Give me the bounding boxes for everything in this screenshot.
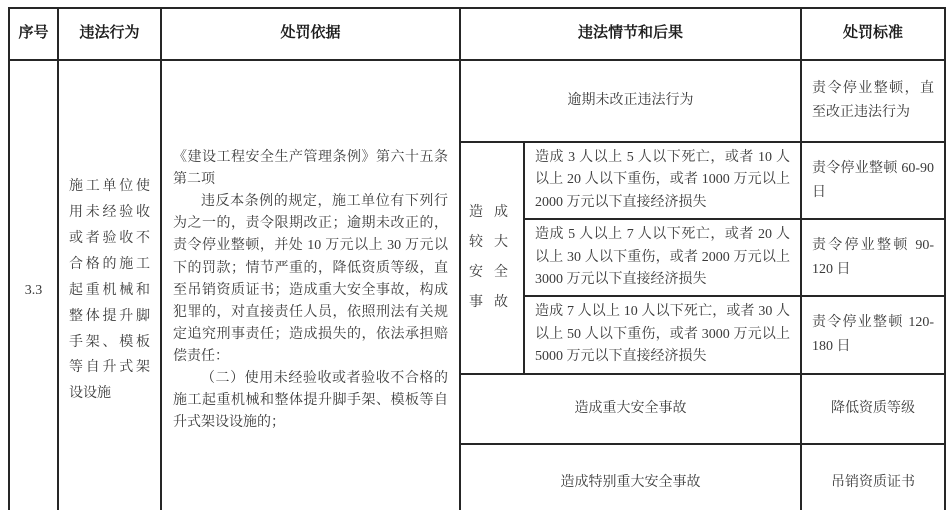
basis-paragraph-item: （二）使用未经验收或者验收不合格的施工起重机械和整体提升脚手架、模板等自升式架设设施的；	[173, 371, 448, 431]
penalty-basis-cell	[161, 60, 460, 510]
header-penalty-standard: 处罚标准	[801, 8, 945, 60]
larger-accident-desc-3: 造成 7 人以上 10 人以下死亡，或者 30 人以上 50 人以下重伤，或者 3000 万元以上 5000 万元以下直接经济损失	[524, 296, 801, 373]
header-violation-circumstances: 违法情节和后果	[460, 8, 801, 60]
serial-number-cell: 3.3	[9, 60, 58, 510]
penalty-overdue-cell: 责令停业整顿，直至改正违法行为	[801, 60, 945, 142]
header-row	[9, 8, 945, 60]
larger-accident-penalty-1: 责令停业整顿 60-90 日	[801, 142, 945, 219]
header-illegal-behavior: 违法行为	[58, 8, 161, 60]
situation-major-accident-cell: 造成重大安全事故	[460, 374, 801, 444]
penalty-extra-major-accident-cell: 吊销资质证书	[801, 444, 945, 510]
larger-accident-group-label: 造成较大安全事故	[469, 204, 515, 310]
penalty-regulation-table	[8, 7, 946, 510]
header-penalty-basis: 处罚依据	[161, 8, 460, 60]
basis-paragraph-body: 违反本条例的规定，施工单位有下列行为之一的，责令限期改正；逾期未改正的，责令停业整顿，并处 10 万元以上 30 万元以下的罚款；情节严重的，降低资质等级，直至吊销资质证书；造成重大安全事故，构成犯罪的，对直接责任人员，依照刑法有关规定追究刑事责任；造成损失的，依法承担赔偿责任：	[173, 194, 448, 365]
basis-paragraph-title: 《建设工程安全生产管理条例》第六十五条第二项	[173, 150, 448, 188]
header-serial-number: 序号	[9, 8, 58, 60]
illegal-behavior-cell: 施工单位使用未经验收或者验收不合格的施工起重机械和整体提升脚手架、模板等自升式架设设施	[58, 60, 161, 510]
larger-accident-desc-1: 造成 3 人以上 5 人以下死亡，或者 10 人以上 20 人以下重伤，或者 1000 万元以上 2000 万元以下直接经济损失	[524, 142, 801, 219]
table-row-overdue	[9, 60, 945, 142]
situation-larger-accident-group-cell	[460, 142, 524, 374]
larger-accident-desc-2: 造成 5 人以上 7 人以下死亡，或者 20 人以上 30 人以下重伤，或者 2000 万元以上 3000 万元以下直接经济损失	[524, 219, 801, 296]
situation-extra-major-accident-cell: 造成特别重大安全事故	[460, 444, 801, 510]
larger-accident-penalty-3: 责令停业整顿 120-180 日	[801, 296, 945, 373]
larger-accident-penalty-2: 责令停业整顿 90-120 日	[801, 219, 945, 296]
penalty-major-accident-cell: 降低资质等级	[801, 374, 945, 444]
situation-overdue-cell: 逾期未改正违法行为	[460, 60, 801, 142]
